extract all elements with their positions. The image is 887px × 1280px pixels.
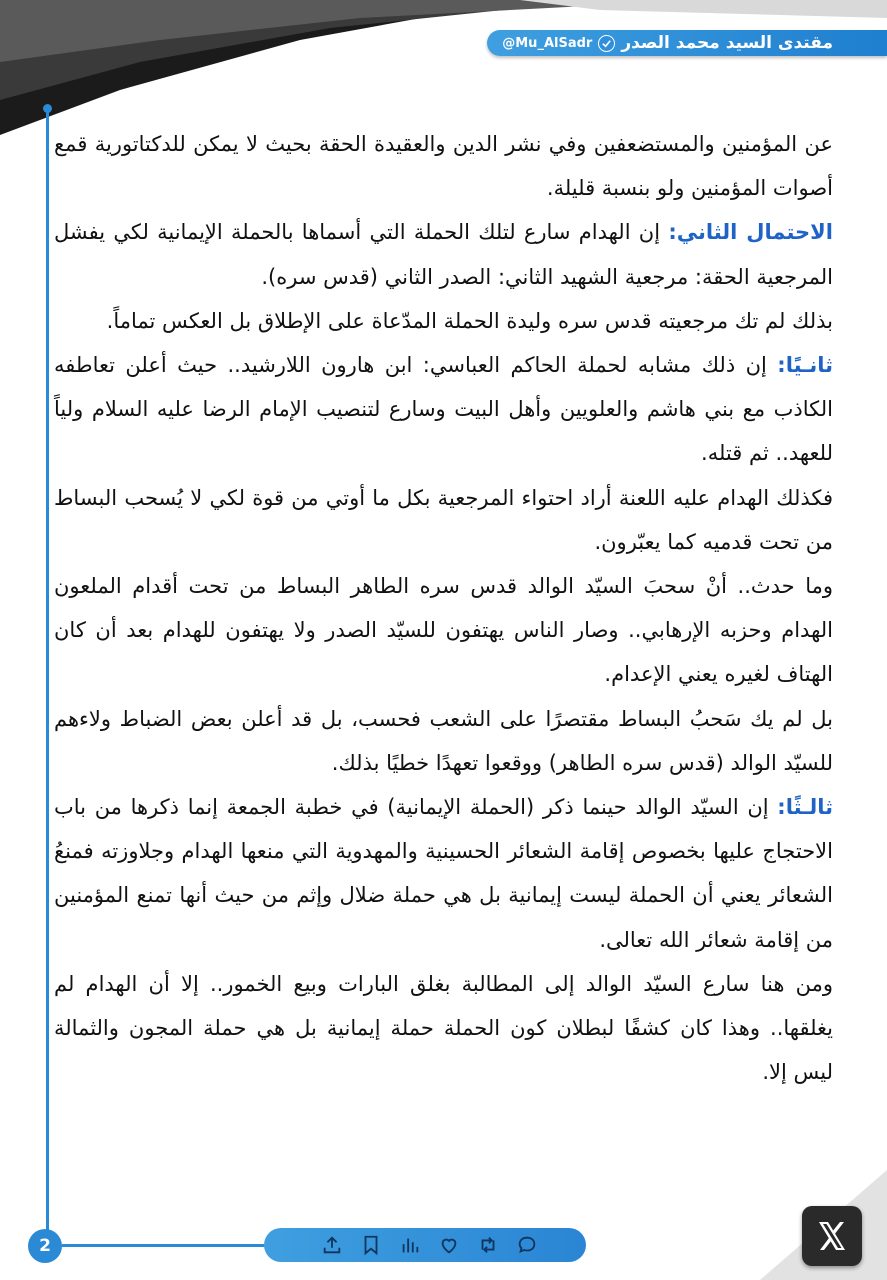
paragraph-text: ومن هنا سارع السيّد الوالد إلى المطالبة بغلق البارات وبيع الخمور.. إلا أن الهدام لم يغلقها.. وهذا كان كشفًا لبطلان كون الحملة حملة إيمانية بل هي حملة المجون والثمالة ليس إلا. bbox=[54, 971, 833, 1085]
stats-icon[interactable] bbox=[398, 1233, 422, 1257]
footer-line bbox=[62, 1244, 272, 1247]
paragraph-text: إن ذلك مشابه لحملة الحاكم العباسي: ابن هارون اللارشيد.. حيث أعلن تعاطفه الكاذب مع بني هاشم والعلويين وأهل البيت وسارع لتنصيب الإمام الرضا عليه السلام ولياً للعهد.. ثم قتله. bbox=[54, 353, 833, 466]
paragraph-label: ثالـثًا: bbox=[777, 795, 833, 820]
paragraph-text: بل لم يك سَحبُ البساط مقتصرًا على الشعب فحسب، بل قد أعلن بعض الضباط ولاءهم للسيّد الوالد (قدس سره الطاهر) ووقعوا تعهدًا خطيًا بذلك. bbox=[54, 706, 833, 775]
page-number: 2 bbox=[28, 1229, 62, 1263]
header-bar bbox=[487, 30, 887, 56]
verified-badge-icon bbox=[598, 35, 615, 52]
bookmark-icon[interactable] bbox=[359, 1233, 383, 1257]
x-logo-icon bbox=[814, 1218, 850, 1254]
share-icon[interactable] bbox=[320, 1233, 344, 1257]
paragraph-6 bbox=[54, 564, 833, 697]
paragraph-2 bbox=[54, 210, 833, 298]
accent-line bbox=[46, 110, 49, 1244]
paragraph-text: عن المؤمنين والمستضعفين وفي نشر الدين والعقيدة الحقة بحيث لا يمكن للدكتاتورية قمع أصوات المؤمنين ولو بنسبة قليلة. bbox=[54, 132, 833, 201]
paragraph-label: ثانـيًا: bbox=[777, 353, 833, 378]
paragraph-label: الاحتمال الثاني: bbox=[668, 220, 833, 245]
paragraph-text: وما حدث.. أنْ سحبَ السيّد الوالد قدس سره الطاهر البساط من تحت أقدام الملعون الهدام وحزبه الإرهابي.. وصار الناس يهتفون للسيّد الصدر ولا يهتفون للهدام بعد أن كان الهتاف لغيره يعني الإعدام. bbox=[54, 574, 833, 687]
x-logo[interactable] bbox=[802, 1206, 862, 1266]
header-decoration bbox=[0, 0, 887, 140]
paragraph-text: إن الهدام سارع لتلك الحملة التي أسماها بالحملة الإيمانية لكي يفشل المرجعية الحقة: مرجعية الشهيد الثاني: الصدر الثاني (قدس سره). bbox=[54, 220, 833, 289]
paragraph-8 bbox=[54, 785, 833, 962]
paragraph-5 bbox=[54, 476, 833, 564]
header-handle[interactable]: @Mu_AlSadr bbox=[502, 35, 593, 51]
paragraph-3 bbox=[54, 299, 833, 343]
heart-icon[interactable] bbox=[437, 1233, 461, 1257]
tweet-action-bar bbox=[264, 1228, 586, 1262]
article-body bbox=[54, 122, 833, 1094]
paragraph-4 bbox=[54, 343, 833, 476]
retweet-icon[interactable] bbox=[476, 1233, 500, 1257]
paragraph-text: فكذلك الهدام عليه اللعنة أراد احتواء المرجعية بكل ما أوتي من قوة لكي لا يُسحب البساط من تحت قدميه كما يعبّرون. bbox=[54, 485, 833, 554]
paragraph-9 bbox=[54, 962, 833, 1095]
paragraph-text: إن السيّد الوالد حينما ذكر (الحملة الإيمانية) في خطبة الجمعة إنما ذكرها من باب الاحتجاج عليها بخصوص إقامة الشعائر الحسينية والمهدوية التي منعها الهدام وجلاوزته فمنعُ الشعائر يعني أن الحملة ليست إيمانية بل هي حملة ضلال وإثم من حيث أنها تمنع المؤمنين من إقامة شعائر الله تعالى. bbox=[54, 795, 833, 952]
header-title: مقتدى السيد محمد الصدر bbox=[621, 33, 833, 53]
paragraph-1 bbox=[54, 122, 833, 210]
paragraph-7 bbox=[54, 697, 833, 785]
comment-icon[interactable] bbox=[515, 1233, 539, 1257]
paragraph-text: بذلك لم تك مرجعيته قدس سره وليدة الحملة المدّعاة على الإطلاق بل العكس تماماً. bbox=[106, 308, 833, 333]
